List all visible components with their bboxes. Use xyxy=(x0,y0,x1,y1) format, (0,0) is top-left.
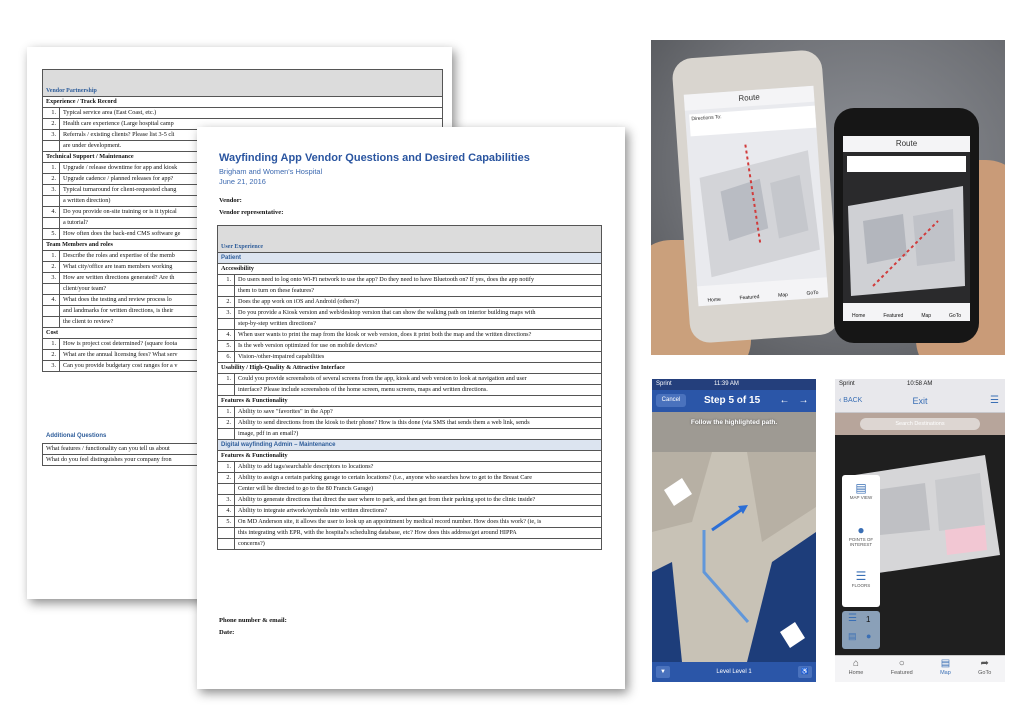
table-row: 3. Can you provide budgetary cost ranges for a v xyxy=(43,361,443,372)
next-step-icon[interactable]: → xyxy=(798,395,809,406)
table-row: 2. Does the app work on iOS and Android (others?) xyxy=(218,297,602,308)
questions-table xyxy=(217,225,602,550)
table-row: 4. What does the testing and review process lo xyxy=(43,295,443,306)
admin-band: Digital wayfinding Admin – Maintenance xyxy=(218,440,602,451)
table-row: a written direction) xyxy=(43,196,443,207)
tab-home[interactable]: Home xyxy=(707,296,722,304)
table-row: What do you feel distinguishes your company fron xyxy=(43,455,443,466)
table-row: this integrating with EPR, with the hospital's scheduling database, etc? How does this address/get around HIPPA xyxy=(218,528,602,539)
table-row: 1. Do users need to log onto Wi-Fi network to use the app? Do they need to have Bluetooth on? If yes, does the app notify xyxy=(218,275,602,286)
table-row: step-by-step written directions? xyxy=(218,319,602,330)
vendor-label: Vendor: xyxy=(219,197,242,204)
table-row: 2. Ability to send directions from the kiosk to their phone? How is this done (via SMS that sends them a web link, sends xyxy=(218,418,602,429)
tab-goto[interactable]: GoTo xyxy=(949,313,961,319)
table-row: Center will be directed to go to the 80 Francis Garage) xyxy=(218,484,602,495)
step-counter: Step 5 of 15 xyxy=(704,395,761,406)
tab-featured[interactable]: Featured xyxy=(883,313,904,319)
cost-header: Cost xyxy=(43,328,443,339)
step-navigation-screen xyxy=(652,379,816,682)
map-view-option[interactable]: ▤ MAP VIEW xyxy=(842,481,880,500)
floors-option[interactable]: ☰ FLOORS xyxy=(842,569,880,588)
floors-icon: ☰ xyxy=(848,613,857,624)
tab-map[interactable]: Map xyxy=(921,313,932,319)
filter-icon[interactable]: ▼ xyxy=(656,666,670,678)
right-phone-directions-box xyxy=(847,156,966,172)
left-phone xyxy=(671,49,841,344)
left-phone-nav-title: Route xyxy=(684,86,815,111)
cancel-button[interactable]: Cancel xyxy=(656,394,686,407)
document-title: Wayfinding App Vendor Questions and Desired Capabilities xyxy=(219,152,530,164)
table-row: them to turn on these features? xyxy=(218,286,602,297)
screen-title: Exit xyxy=(912,396,928,406)
level-label: Level Level 1 xyxy=(716,669,752,675)
table-row: 2. Ability to assign a certain parking garage to certain locations? (i.e., anyone who searches how to get to the Breast Care xyxy=(218,473,602,484)
accessibility-icon[interactable]: ♿ xyxy=(798,666,812,678)
vendor-rep-label: Vendor representative: xyxy=(219,209,284,216)
table-row: concerns?) xyxy=(218,539,602,550)
map-icon: ▤ xyxy=(940,658,951,669)
bottom-tab-bar xyxy=(835,655,1005,682)
document-date: June 21, 2016 xyxy=(219,177,266,186)
tab-home[interactable]: ⌂ Home xyxy=(848,658,864,676)
team-header: Team Members and roles xyxy=(43,240,443,251)
tab-featured[interactable]: ○ Featured xyxy=(890,658,913,676)
table-row: a tutorial? xyxy=(43,218,443,229)
wayfinding-questions-page xyxy=(197,127,625,689)
table-row: 2. Health care experience (Large hospital camp xyxy=(43,119,443,130)
additional-questions-title: Additional Questions xyxy=(46,433,107,439)
status-time: 11:39 AM xyxy=(714,381,739,387)
user-experience-band: User Experience xyxy=(221,244,264,250)
search-input[interactable]: Search Destinations xyxy=(860,418,980,430)
table-row: 4. Do you provide on-site training or is it typical xyxy=(43,207,443,218)
table-row: 5. Is the web version optimized for use on mobile devices? xyxy=(218,341,602,352)
step-header xyxy=(652,390,816,412)
lightbulb-icon: ○ xyxy=(898,658,905,669)
right-phone-screen xyxy=(843,136,970,321)
right-phone-map xyxy=(843,176,970,301)
carrier-label: Sprint xyxy=(839,381,855,387)
level-bar xyxy=(652,662,816,682)
table-row: 2. What city/office are team members working xyxy=(43,262,443,273)
table-row: 1. Ability to add tags/searchable descriptors to locations? xyxy=(218,462,602,473)
table-row: 5. How often does the back-end CMS software ge xyxy=(43,229,443,240)
table-row: What features / functionality can you tell us about xyxy=(43,444,443,455)
right-phone-tabbar xyxy=(843,303,970,321)
table-row: interface? Please include screenshots of the home screen, menu screens, maps and written directions. xyxy=(218,385,602,396)
right-phone-nav-title: Route xyxy=(843,136,970,152)
table-row: 3. Ability to generate directions that direct the user where to park, and then get from their parking spot to the clinic inside? xyxy=(218,495,602,506)
back-label: BACK xyxy=(843,397,863,404)
date-label: Date: xyxy=(219,629,235,636)
table-row: 3. How are written directions generated? Are th xyxy=(43,273,443,284)
carrier-label: Sprint xyxy=(656,381,672,387)
map-icon: ▤ xyxy=(848,631,857,641)
back-button[interactable]: ‹ BACK xyxy=(839,397,863,404)
tab-map[interactable]: Map xyxy=(777,292,789,299)
app-header xyxy=(835,390,1005,413)
left-phone-directions: Directions To: xyxy=(689,106,816,137)
previous-step-icon[interactable]: ← xyxy=(779,395,790,406)
experience-header: Experience / Track Record xyxy=(43,97,443,108)
usability-header: Usability / High-Quality & Attractive Interface xyxy=(218,363,602,374)
tab-featured[interactable]: Featured xyxy=(739,294,760,302)
tab-map[interactable]: ▤ Map xyxy=(940,658,951,676)
table-row: and landmarks for written directions, is their xyxy=(43,306,443,317)
home-icon: ⌂ xyxy=(852,658,860,669)
tab-goto[interactable]: ➦ GoTo xyxy=(978,658,992,676)
table-row: 2. Upgrade cadence / planned releases for app? xyxy=(43,174,443,185)
table-row: 3. Referrals / existing clients? Please list 3-5 cli xyxy=(43,130,443,141)
map-options-menu xyxy=(842,475,880,607)
map-icon: ▤ xyxy=(855,481,867,495)
table-row: 4. When user wants to print the map from the kiosk or web version, does it print both the map and the written directions? xyxy=(218,330,602,341)
table-row: 3. Do you provide a Kiosk version and web/desktop version that can show the walking path on interior building maps with xyxy=(218,308,602,319)
organization-name: Brigham and Women's Hospital xyxy=(219,167,323,176)
table-row: 1. Ability to save "favorites" in the App? xyxy=(218,407,602,418)
table-row: 3. Typical turnaround for client-requested chang xyxy=(43,185,443,196)
table-row: are under development. xyxy=(43,141,443,152)
search-strip xyxy=(835,413,1005,435)
left-phone-screen xyxy=(684,86,828,307)
table-row: image, pdf in an email?) xyxy=(218,429,602,440)
admin-features-header: Features & Functionality xyxy=(218,451,602,462)
floor-selector[interactable] xyxy=(842,611,880,649)
table-row: 5. On MD Anderson site, it allows the user to look up an appointment by medical record number. How does this work? (ie, is xyxy=(218,517,602,528)
status-bar xyxy=(835,379,1005,390)
arrow-icon: ➦ xyxy=(980,658,989,669)
status-time: 10:58 AM xyxy=(907,381,933,387)
tab-home[interactable]: Home xyxy=(851,313,866,319)
features-header: Features & Functionality xyxy=(218,396,602,407)
exit-map-screen xyxy=(835,379,1005,682)
table-row: 6. Vision-/other-impaired capabilities xyxy=(218,352,602,363)
pin-icon: ● xyxy=(857,523,865,537)
table-row: 1. Describe the roles and expertise of the memb xyxy=(43,251,443,262)
left-phone-map xyxy=(687,130,827,285)
tab-goto[interactable]: GoTo xyxy=(806,289,819,297)
right-phone xyxy=(834,108,979,343)
points-of-interest-option[interactable]: ● POINTS OF INTEREST xyxy=(842,523,880,547)
patient-band: Patient xyxy=(218,253,602,264)
table-row: the client to review? xyxy=(43,317,443,328)
table-row: 1. Typical service area (East Coast, etc.) xyxy=(43,108,443,119)
section-vendor-partnership: Vendor Partnership xyxy=(46,88,97,94)
phones-photo xyxy=(651,40,1005,355)
table-row: 1. How is project cost determined? (square foota xyxy=(43,339,443,350)
accessibility-header: Accessibility xyxy=(218,264,602,275)
table-row: 4. Ability to integrate artwork/symbols into written directions? xyxy=(218,506,602,517)
table-row: client/your team? xyxy=(43,284,443,295)
table-row: 1. Could you provide screenshots of several screens from the app, kiosk and web version to look at navigation and user xyxy=(218,374,602,385)
phone-email-label: Phone number & email: xyxy=(219,617,287,624)
table-row: 1. Upgrade / release downtime for app and kiosk xyxy=(43,163,443,174)
hamburger-menu-icon[interactable]: ☰ xyxy=(990,395,999,406)
step-map xyxy=(652,412,816,662)
pin-icon: ● xyxy=(866,631,872,641)
floor-number: 1 xyxy=(866,615,871,624)
tech-support-header: Technical Support / Maintenance xyxy=(43,152,443,163)
table-row: 2. What are the annual licensing fees? What serv xyxy=(43,350,443,361)
step-instruction: Follow the highlighted path. xyxy=(690,419,778,426)
status-bar xyxy=(652,379,816,390)
floors-icon: ☰ xyxy=(855,569,867,583)
